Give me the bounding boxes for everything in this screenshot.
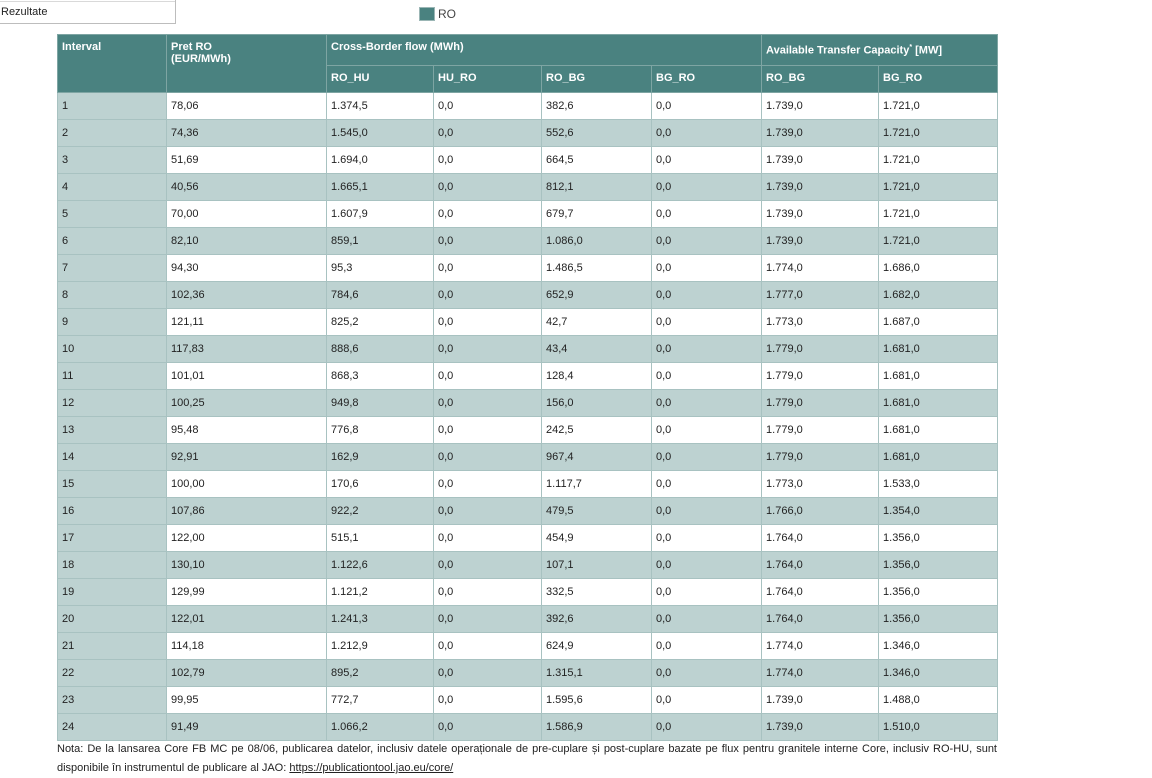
cell-flow-hu-ro: 0,0 bbox=[434, 309, 542, 336]
cell-flow-ro-bg: 382,6 bbox=[542, 93, 652, 120]
footnote-text: Nota: De la lansarea Core FB MC pe 08/06, publicarea datelor, inclusiv datele operaționale de pre-cuplare și post-cuplare bazate pe flux pentru granitele interne Core, inclusiv RO-HU, sunt disponibile în instrumentul de publicare al JAO: bbox=[57, 743, 997, 774]
cell-flow-bg-ro: 0,0 bbox=[652, 417, 762, 444]
cell-atc-bg-ro: 1.721,0 bbox=[879, 93, 998, 120]
cell-flow-bg-ro: 0,0 bbox=[652, 309, 762, 336]
cell-flow-bg-ro: 0,0 bbox=[652, 579, 762, 606]
cell-atc-ro-bg: 1.779,0 bbox=[762, 336, 879, 363]
cell-flow-bg-ro: 0,0 bbox=[652, 714, 762, 741]
cell-flow-ro-bg: 1.086,0 bbox=[542, 228, 652, 255]
cell-atc-ro-bg: 1.773,0 bbox=[762, 471, 879, 498]
header-atc-bg-ro: BG_RO bbox=[879, 66, 998, 93]
cell-atc-bg-ro: 1.681,0 bbox=[879, 336, 998, 363]
cell-flow-ro-bg: 1.486,5 bbox=[542, 255, 652, 282]
cell-price: 117,83 bbox=[167, 336, 327, 363]
header-price-unit: (EUR/MWh) bbox=[171, 53, 231, 65]
header-cross-border-flow: Cross-Border flow (MWh) bbox=[327, 35, 762, 66]
cell-flow-ro-bg: 967,4 bbox=[542, 444, 652, 471]
cell-price: 122,01 bbox=[167, 606, 327, 633]
cell-price: 102,36 bbox=[167, 282, 327, 309]
header-price bbox=[167, 35, 327, 93]
cell-flow-hu-ro: 0,0 bbox=[434, 471, 542, 498]
cell-interval: 10 bbox=[58, 336, 167, 363]
cell-flow-ro-hu: 515,1 bbox=[327, 525, 434, 552]
cell-atc-bg-ro: 1.346,0 bbox=[879, 633, 998, 660]
cell-flow-hu-ro: 0,0 bbox=[434, 417, 542, 444]
cell-atc-bg-ro: 1.681,0 bbox=[879, 417, 998, 444]
cell-atc-ro-bg: 1.739,0 bbox=[762, 93, 879, 120]
cell-atc-ro-bg: 1.764,0 bbox=[762, 525, 879, 552]
cell-flow-bg-ro: 0,0 bbox=[652, 471, 762, 498]
cell-interval: 21 bbox=[58, 633, 167, 660]
cell-flow-bg-ro: 0,0 bbox=[652, 390, 762, 417]
cell-atc-bg-ro: 1.533,0 bbox=[879, 471, 998, 498]
cell-flow-ro-hu: 922,2 bbox=[327, 498, 434, 525]
cell-atc-ro-bg: 1.739,0 bbox=[762, 714, 879, 741]
cell-flow-ro-bg: 679,7 bbox=[542, 201, 652, 228]
table-row bbox=[58, 525, 998, 552]
cell-price: 92,91 bbox=[167, 444, 327, 471]
cell-flow-ro-hu: 1.212,9 bbox=[327, 633, 434, 660]
cell-flow-ro-bg: 552,6 bbox=[542, 120, 652, 147]
cell-interval: 5 bbox=[58, 201, 167, 228]
cell-interval: 16 bbox=[58, 498, 167, 525]
cell-atc-ro-bg: 1.739,0 bbox=[762, 687, 879, 714]
cell-flow-ro-hu: 162,9 bbox=[327, 444, 434, 471]
chart-legend[interactable] bbox=[419, 6, 456, 22]
cell-atc-ro-bg: 1.764,0 bbox=[762, 579, 879, 606]
cell-flow-ro-hu: 170,6 bbox=[327, 471, 434, 498]
cell-flow-ro-bg: 652,9 bbox=[542, 282, 652, 309]
cell-interval: 14 bbox=[58, 444, 167, 471]
cell-price: 99,95 bbox=[167, 687, 327, 714]
cell-atc-bg-ro: 1.721,0 bbox=[879, 147, 998, 174]
table-row bbox=[58, 120, 998, 147]
table-row bbox=[58, 336, 998, 363]
cell-flow-bg-ro: 0,0 bbox=[652, 606, 762, 633]
cell-atc-ro-bg: 1.773,0 bbox=[762, 309, 879, 336]
cell-flow-bg-ro: 0,0 bbox=[652, 525, 762, 552]
cell-flow-ro-bg: 107,1 bbox=[542, 552, 652, 579]
cell-atc-bg-ro: 1.682,0 bbox=[879, 282, 998, 309]
cell-flow-ro-hu: 1.122,6 bbox=[327, 552, 434, 579]
cell-flow-ro-bg: 664,5 bbox=[542, 147, 652, 174]
cell-flow-ro-hu: 949,8 bbox=[327, 390, 434, 417]
table-row bbox=[58, 390, 998, 417]
header-flow-hu-ro: HU_RO bbox=[434, 66, 542, 93]
cell-atc-ro-bg: 1.739,0 bbox=[762, 201, 879, 228]
cell-interval: 3 bbox=[58, 147, 167, 174]
cell-price: 122,00 bbox=[167, 525, 327, 552]
cell-flow-ro-hu: 825,2 bbox=[327, 309, 434, 336]
cell-interval: 7 bbox=[58, 255, 167, 282]
cell-price: 100,25 bbox=[167, 390, 327, 417]
cell-price: 40,56 bbox=[167, 174, 327, 201]
cell-atc-bg-ro: 1.510,0 bbox=[879, 714, 998, 741]
cell-atc-bg-ro: 1.681,0 bbox=[879, 444, 998, 471]
cell-atc-ro-bg: 1.739,0 bbox=[762, 120, 879, 147]
cell-price: 51,69 bbox=[167, 147, 327, 174]
cell-price: 82,10 bbox=[167, 228, 327, 255]
cell-atc-bg-ro: 1.681,0 bbox=[879, 363, 998, 390]
legend-swatch bbox=[419, 7, 435, 21]
cell-atc-bg-ro: 1.356,0 bbox=[879, 606, 998, 633]
cell-flow-hu-ro: 0,0 bbox=[434, 498, 542, 525]
cell-flow-hu-ro: 0,0 bbox=[434, 444, 542, 471]
cell-atc-ro-bg: 1.779,0 bbox=[762, 363, 879, 390]
cell-flow-hu-ro: 0,0 bbox=[434, 687, 542, 714]
cell-atc-ro-bg: 1.774,0 bbox=[762, 633, 879, 660]
cell-flow-hu-ro: 0,0 bbox=[434, 714, 542, 741]
cell-flow-ro-bg: 42,7 bbox=[542, 309, 652, 336]
cell-interval: 4 bbox=[58, 174, 167, 201]
cell-flow-ro-bg: 392,6 bbox=[542, 606, 652, 633]
cell-atc-ro-bg: 1.766,0 bbox=[762, 498, 879, 525]
cell-flow-bg-ro: 0,0 bbox=[652, 633, 762, 660]
table-row bbox=[58, 255, 998, 282]
cell-flow-ro-bg: 1.315,1 bbox=[542, 660, 652, 687]
table-row bbox=[58, 228, 998, 255]
cell-flow-ro-bg: 1.595,6 bbox=[542, 687, 652, 714]
table-row bbox=[58, 579, 998, 606]
cell-price: 100,00 bbox=[167, 471, 327, 498]
cell-atc-bg-ro: 1.686,0 bbox=[879, 255, 998, 282]
cell-atc-bg-ro: 1.721,0 bbox=[879, 120, 998, 147]
cell-flow-ro-bg: 156,0 bbox=[542, 390, 652, 417]
cell-atc-bg-ro: 1.721,0 bbox=[879, 228, 998, 255]
cell-price: 129,99 bbox=[167, 579, 327, 606]
cell-flow-ro-bg: 43,4 bbox=[542, 336, 652, 363]
dropdown-item[interactable]: Rezultate bbox=[1, 6, 48, 18]
cell-flow-bg-ro: 0,0 bbox=[652, 228, 762, 255]
cell-interval: 15 bbox=[58, 471, 167, 498]
cell-flow-bg-ro: 0,0 bbox=[652, 120, 762, 147]
cell-price: 74,36 bbox=[167, 120, 327, 147]
cell-flow-bg-ro: 0,0 bbox=[652, 201, 762, 228]
cell-flow-bg-ro: 0,0 bbox=[652, 363, 762, 390]
cell-flow-hu-ro: 0,0 bbox=[434, 552, 542, 579]
header-flow-ro-hu: RO_HU bbox=[327, 66, 434, 93]
cell-flow-ro-hu: 1.665,1 bbox=[327, 174, 434, 201]
cell-price: 107,86 bbox=[167, 498, 327, 525]
cell-atc-ro-bg: 1.779,0 bbox=[762, 417, 879, 444]
dropdown-menu bbox=[0, 0, 176, 24]
header-atc-label: Available Transfer Capacity bbox=[766, 44, 910, 57]
cell-flow-ro-hu: 895,2 bbox=[327, 660, 434, 687]
cell-flow-hu-ro: 0,0 bbox=[434, 606, 542, 633]
cell-flow-bg-ro: 0,0 bbox=[652, 552, 762, 579]
cell-flow-hu-ro: 0,0 bbox=[434, 228, 542, 255]
cell-flow-hu-ro: 0,0 bbox=[434, 579, 542, 606]
header-price-label: Pret RO bbox=[171, 41, 212, 53]
cell-atc-ro-bg: 1.764,0 bbox=[762, 606, 879, 633]
cell-interval: 2 bbox=[58, 120, 167, 147]
cell-flow-hu-ro: 0,0 bbox=[434, 201, 542, 228]
cell-flow-bg-ro: 0,0 bbox=[652, 93, 762, 120]
cell-flow-hu-ro: 0,0 bbox=[434, 525, 542, 552]
header-atc-footnote: * bbox=[909, 43, 913, 51]
cell-flow-bg-ro: 0,0 bbox=[652, 498, 762, 525]
cell-interval: 13 bbox=[58, 417, 167, 444]
cell-flow-hu-ro: 0,0 bbox=[434, 336, 542, 363]
cell-atc-bg-ro: 1.356,0 bbox=[879, 552, 998, 579]
cell-interval: 8 bbox=[58, 282, 167, 309]
header-atc-unit: [MW] bbox=[912, 44, 942, 57]
cell-flow-ro-hu: 1.607,9 bbox=[327, 201, 434, 228]
cell-interval: 20 bbox=[58, 606, 167, 633]
cell-interval: 24 bbox=[58, 714, 167, 741]
cell-flow-bg-ro: 0,0 bbox=[652, 444, 762, 471]
cell-atc-ro-bg: 1.739,0 bbox=[762, 174, 879, 201]
cell-atc-bg-ro: 1.356,0 bbox=[879, 525, 998, 552]
header-flow-bg-ro: BG_RO bbox=[652, 66, 762, 93]
cell-atc-bg-ro: 1.356,0 bbox=[879, 579, 998, 606]
cell-interval: 9 bbox=[58, 309, 167, 336]
cell-flow-ro-hu: 95,3 bbox=[327, 255, 434, 282]
cell-flow-hu-ro: 0,0 bbox=[434, 93, 542, 120]
cell-atc-bg-ro: 1.687,0 bbox=[879, 309, 998, 336]
header-atc bbox=[762, 35, 998, 66]
cell-price: 78,06 bbox=[167, 93, 327, 120]
cell-flow-ro-hu: 868,3 bbox=[327, 363, 434, 390]
cell-flow-bg-ro: 0,0 bbox=[652, 174, 762, 201]
table-row bbox=[58, 633, 998, 660]
table-row bbox=[58, 471, 998, 498]
cell-flow-ro-hu: 784,6 bbox=[327, 282, 434, 309]
cell-atc-bg-ro: 1.488,0 bbox=[879, 687, 998, 714]
cell-flow-ro-bg: 332,5 bbox=[542, 579, 652, 606]
table-row bbox=[58, 498, 998, 525]
cell-flow-hu-ro: 0,0 bbox=[434, 633, 542, 660]
cell-atc-ro-bg: 1.739,0 bbox=[762, 228, 879, 255]
cell-flow-ro-bg: 624,9 bbox=[542, 633, 652, 660]
cell-flow-ro-hu: 1.545,0 bbox=[327, 120, 434, 147]
cell-flow-hu-ro: 0,0 bbox=[434, 282, 542, 309]
results-table bbox=[57, 34, 998, 741]
header-flow-ro-bg: RO_BG bbox=[542, 66, 652, 93]
cell-flow-ro-bg: 454,9 bbox=[542, 525, 652, 552]
cell-flow-ro-bg: 128,4 bbox=[542, 363, 652, 390]
cell-flow-ro-hu: 1.121,2 bbox=[327, 579, 434, 606]
table-row bbox=[58, 147, 998, 174]
cell-interval: 19 bbox=[58, 579, 167, 606]
cell-flow-hu-ro: 0,0 bbox=[434, 255, 542, 282]
cell-flow-ro-bg: 1.117,7 bbox=[542, 471, 652, 498]
cell-flow-ro-hu: 772,7 bbox=[327, 687, 434, 714]
cell-flow-bg-ro: 0,0 bbox=[652, 660, 762, 687]
cell-interval: 12 bbox=[58, 390, 167, 417]
cell-flow-ro-bg: 242,5 bbox=[542, 417, 652, 444]
table-row bbox=[58, 687, 998, 714]
cell-atc-bg-ro: 1.721,0 bbox=[879, 201, 998, 228]
cell-flow-bg-ro: 0,0 bbox=[652, 147, 762, 174]
table-row bbox=[58, 660, 998, 687]
cell-price: 94,30 bbox=[167, 255, 327, 282]
table-row bbox=[58, 363, 998, 390]
cell-price: 121,11 bbox=[167, 309, 327, 336]
cell-price: 101,01 bbox=[167, 363, 327, 390]
header-atc-ro-bg: RO_BG bbox=[762, 66, 879, 93]
cell-interval: 6 bbox=[58, 228, 167, 255]
cell-interval: 17 bbox=[58, 525, 167, 552]
cell-flow-ro-hu: 888,6 bbox=[327, 336, 434, 363]
cell-flow-ro-hu: 776,8 bbox=[327, 417, 434, 444]
table-row bbox=[58, 606, 998, 633]
cell-interval: 23 bbox=[58, 687, 167, 714]
cell-flow-ro-hu: 1.241,3 bbox=[327, 606, 434, 633]
cell-flow-hu-ro: 0,0 bbox=[434, 363, 542, 390]
cell-flow-bg-ro: 0,0 bbox=[652, 255, 762, 282]
cell-flow-hu-ro: 0,0 bbox=[434, 174, 542, 201]
table-row bbox=[58, 174, 998, 201]
cell-flow-bg-ro: 0,0 bbox=[652, 282, 762, 309]
cell-flow-ro-hu: 1.066,2 bbox=[327, 714, 434, 741]
cell-atc-ro-bg: 1.779,0 bbox=[762, 444, 879, 471]
cell-flow-bg-ro: 0,0 bbox=[652, 336, 762, 363]
cell-flow-hu-ro: 0,0 bbox=[434, 147, 542, 174]
cell-atc-ro-bg: 1.777,0 bbox=[762, 282, 879, 309]
table-row bbox=[58, 444, 998, 471]
table-row bbox=[58, 93, 998, 120]
cell-price: 91,49 bbox=[167, 714, 327, 741]
table-row bbox=[58, 309, 998, 336]
cell-price: 114,18 bbox=[167, 633, 327, 660]
cell-flow-ro-hu: 1.694,0 bbox=[327, 147, 434, 174]
cell-atc-bg-ro: 1.681,0 bbox=[879, 390, 998, 417]
cell-atc-bg-ro: 1.346,0 bbox=[879, 660, 998, 687]
cell-flow-ro-bg: 1.586,9 bbox=[542, 714, 652, 741]
cell-flow-bg-ro: 0,0 bbox=[652, 687, 762, 714]
legend-label: RO bbox=[438, 7, 456, 21]
cell-price: 102,79 bbox=[167, 660, 327, 687]
cell-atc-bg-ro: 1.721,0 bbox=[879, 174, 998, 201]
cell-interval: 18 bbox=[58, 552, 167, 579]
cell-price: 95,48 bbox=[167, 417, 327, 444]
cell-flow-hu-ro: 0,0 bbox=[434, 660, 542, 687]
table-body bbox=[58, 93, 998, 741]
cell-flow-ro-hu: 859,1 bbox=[327, 228, 434, 255]
cell-interval: 11 bbox=[58, 363, 167, 390]
cell-atc-ro-bg: 1.739,0 bbox=[762, 147, 879, 174]
cell-atc-ro-bg: 1.779,0 bbox=[762, 390, 879, 417]
header-interval: Interval bbox=[58, 35, 167, 93]
cell-flow-hu-ro: 0,0 bbox=[434, 390, 542, 417]
table-row bbox=[58, 282, 998, 309]
cell-flow-ro-bg: 812,1 bbox=[542, 174, 652, 201]
cell-flow-hu-ro: 0,0 bbox=[434, 120, 542, 147]
table-row bbox=[58, 417, 998, 444]
table-row bbox=[58, 714, 998, 741]
cell-price: 70,00 bbox=[167, 201, 327, 228]
cell-price: 130,10 bbox=[167, 552, 327, 579]
cell-interval: 1 bbox=[58, 93, 167, 120]
cell-interval: 22 bbox=[58, 660, 167, 687]
cell-atc-ro-bg: 1.774,0 bbox=[762, 255, 879, 282]
footnote bbox=[57, 740, 997, 778]
table-row bbox=[58, 201, 998, 228]
cell-atc-bg-ro: 1.354,0 bbox=[879, 498, 998, 525]
table-row bbox=[58, 552, 998, 579]
cell-flow-ro-bg: 479,5 bbox=[542, 498, 652, 525]
cell-atc-ro-bg: 1.774,0 bbox=[762, 660, 879, 687]
cell-flow-ro-hu: 1.374,5 bbox=[327, 93, 434, 120]
cell-atc-ro-bg: 1.764,0 bbox=[762, 552, 879, 579]
jao-link[interactable]: https://publicationtool.jao.eu/core/ bbox=[289, 762, 454, 774]
